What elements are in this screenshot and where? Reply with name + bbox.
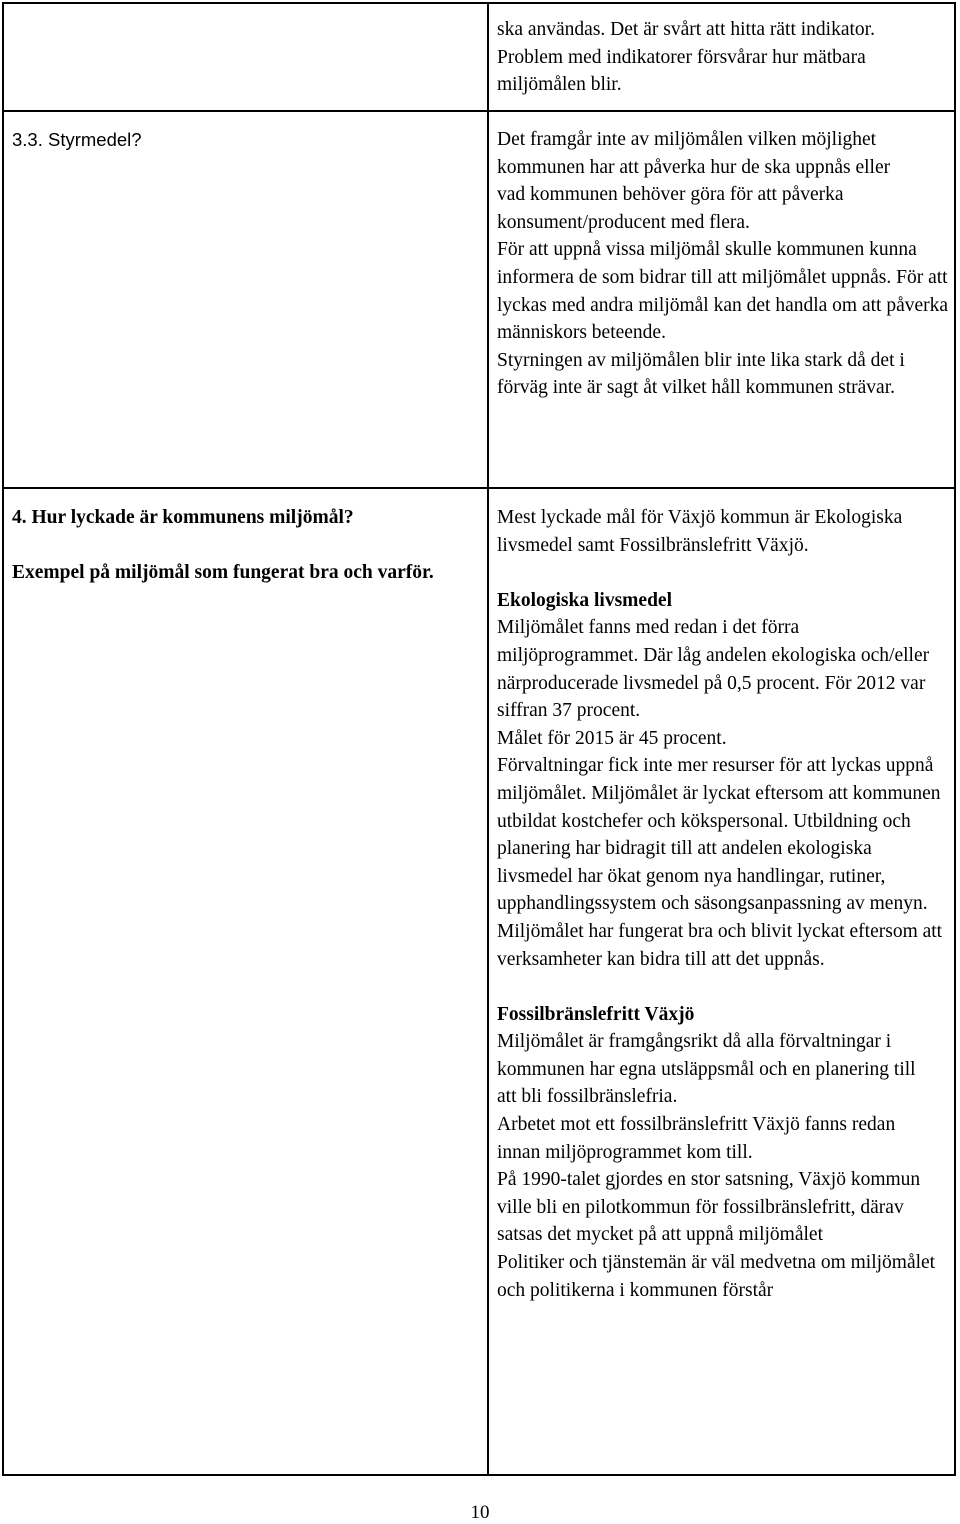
ekologiska-paragraph-3: Förvaltningar fick inte mer resurser för att lyckas uppnå miljömålet. Miljömålet är lyckat eftersom att kommunen utbildat kostchefer och kökspersonal. Utbildning och planering har bidragit till att andelen ekologiska livsmedel har ökat genom nya handlingar, rutiner, upphandlingssystem och säsongsanpassning av menyn.	[497, 755, 941, 915]
row3-left-cell	[12, 504, 482, 587]
section-subheading: Exempel på miljömål som fungerat bra och varför.	[12, 562, 434, 584]
page-number: 10	[470, 1502, 490, 1523]
fossil-paragraph-2: Arbetet mot ett fossilbränslefritt Växjö fanns redan innan miljöprogrammet kom till.	[497, 1114, 896, 1163]
row1-right-cell	[497, 16, 955, 99]
row1-right-text: ska användas. Det är svårt att hitta rätt indikator. Problem med indikatorer försvårar hur mätbara miljömålen blir.	[497, 19, 875, 96]
column-divider	[487, 4, 489, 1474]
fossil-title: Fossilbränslefritt Växjö	[497, 1003, 695, 1025]
document-table	[2, 2, 956, 1476]
ekologiska-paragraph-2: Målet för 2015 är 45 procent.	[497, 727, 727, 749]
fossil-paragraph-3: På 1990-talet gjordes en stor satsning, Växjö kommun ville bli en pilotkommun för fossilbränslefritt, därav satsas det mycket på att uppnå miljömålet	[497, 1169, 921, 1246]
row-divider	[4, 487, 954, 489]
row-divider	[4, 110, 954, 112]
section-heading-lyckade: 4. Hur lyckade är kommunens miljömål?	[12, 507, 354, 528]
row2-right-cell	[497, 126, 955, 402]
styrmedel-paragraph-3: Styrningen av miljömålen blir inte lika stark då det i förväg inte är sagt åt vilket håll kommunen strävar.	[497, 349, 905, 399]
section-heading-styrmedel: 3.3. Styrmedel?	[12, 129, 142, 150]
row2-left-cell	[12, 126, 482, 154]
fossil-paragraph-4: Politiker och tjänstemän är väl medvetna om miljömålet och politikerna i kommunen förstår	[497, 1252, 936, 1301]
styrmedel-paragraph-2: För att uppnå vissa miljömål skulle kommunen kunna informera de som bidrar till att miljömålet uppnås. För att lyckas med andra miljömål kan det handla om att påverka människors beteende.	[497, 239, 949, 344]
ekologiska-paragraph-4: Miljömålet har fungerat bra och blivit lyckat eftersom att verksamheter kan bidra till att det uppnås.	[497, 920, 943, 970]
ekologiska-paragraph-1: Miljömålet fanns med redan i det förra miljöprogrammet. Där låg andelen ekologiska och/eller närproducerade livsmedel på 0,5 procent. För 2012 var siffran 37 procent.	[497, 617, 930, 722]
ekologiska-title: Ekologiska livsmedel	[497, 589, 672, 611]
intro-paragraph: Mest lyckade mål för Växjö kommun är Ekologiska livsmedel samt Fossilbränslefritt Växjö.	[497, 507, 903, 556]
row3-right-cell	[497, 504, 955, 1304]
fossil-paragraph-1: Miljömålet är framgångsrikt då alla förvaltningar i kommunen har egna utsläppsmål och en planering till att bli fossilbränslefria.	[497, 1031, 916, 1108]
styrmedel-paragraph-1: Det framgår inte av miljömålen vilken möjlighet kommunen har att påverka hur de ska uppnås eller vad kommunen behöver göra för att påverka konsument/producent med flera.	[497, 129, 891, 233]
